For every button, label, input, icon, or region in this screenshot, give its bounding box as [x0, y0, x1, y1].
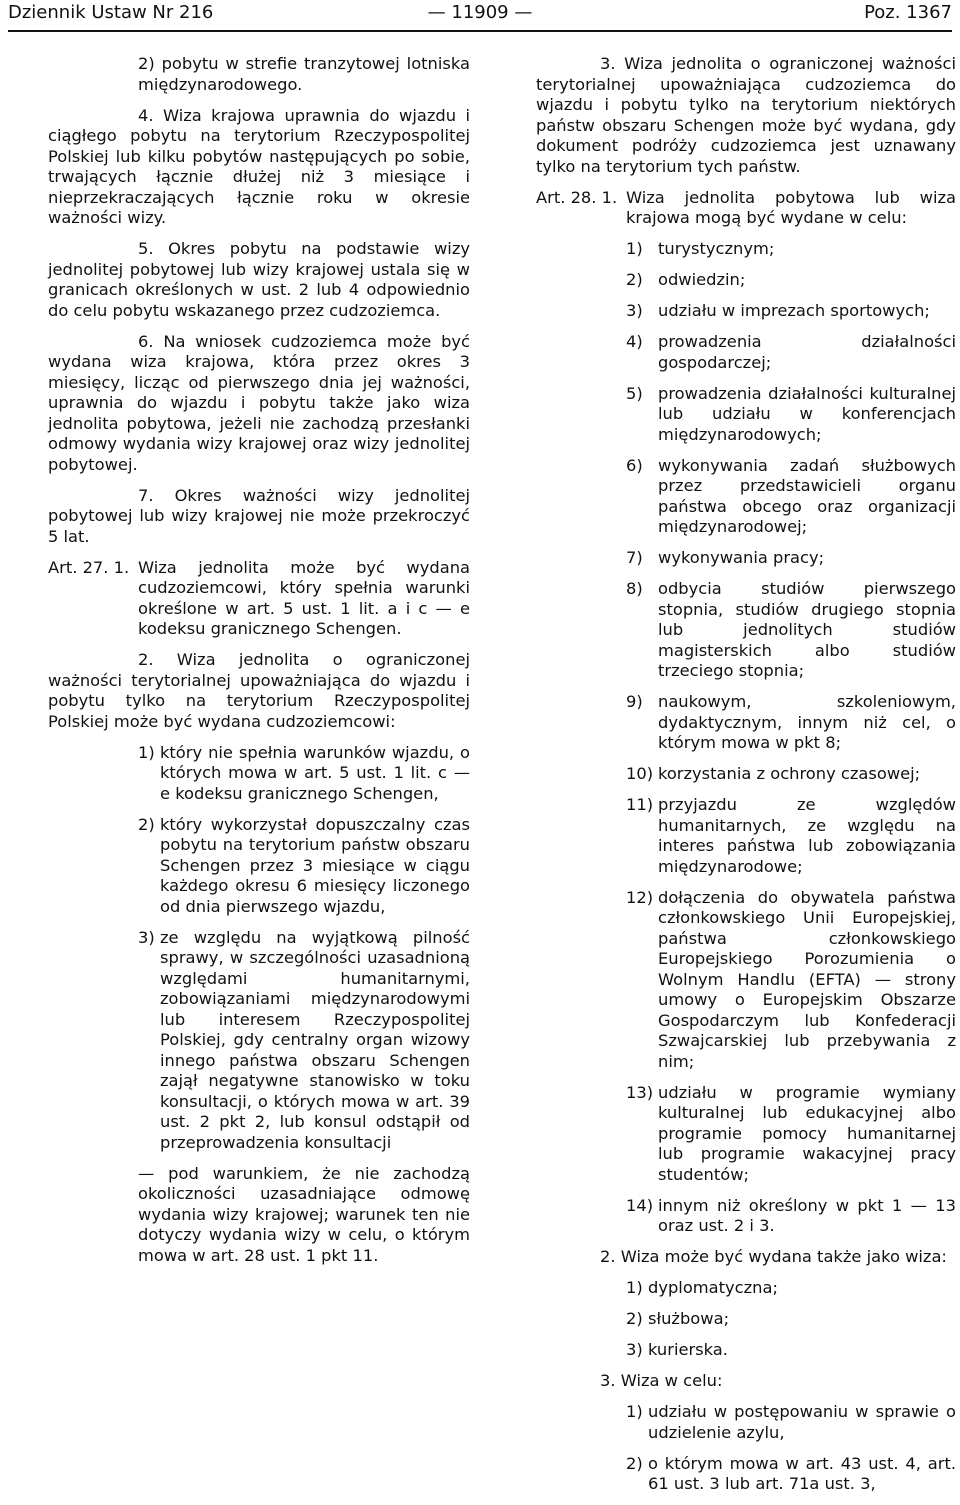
list-28-3	[536, 1402, 956, 1495]
list-item-text: prowadzenia działalności kulturalnej lub udziału w konferencjach międzynarodowych;	[658, 383, 956, 444]
paragraph-4: 4. Wiza krajowa uprawnia do wjazdu i ciągłego pobytu na terytorium Rzeczypospolitej Polskiej lub kilku pobytów następujących po sobie, trwających łącznie dłużej niż 3 miesiące i nieprzekraczających łącznie roku w okresie ważności wizy.	[48, 105, 470, 227]
paragraph-5: 5. Okres pobytu na podstawie wizy jednolitej pobytowej lub wizy krajowej ustala się w granicach określonych w ust. 2 lub 4 odpowiednio do celu pobytu wskazanego przez cudzoziemca.	[48, 239, 470, 320]
list-item	[536, 1309, 956, 1330]
header-rule	[8, 30, 952, 32]
list-item	[536, 548, 956, 569]
list-item-number: 1)	[626, 1402, 643, 1421]
list-item-text: prowadzenia działalności gospodarczej;	[658, 332, 956, 372]
list-item-number: 1)	[138, 742, 155, 762]
list-item-text: korzystania z ochrony czasowej;	[658, 764, 921, 783]
list-item	[536, 239, 956, 260]
list-item-number: 2)	[138, 814, 155, 834]
article-27-label: Art. 27. 1.	[48, 557, 130, 577]
paragraph-6: 6. Na wniosek cudzoziemca może być wydana wiza krajowa, która przez okres 3 miesięcy, licząc od pierwszego dnia jej ważności, uprawnia do wjazdu i pobytu także jako wiza jednolita pobytowa, jeżeli nie zachodzą przesłanki odmowy wydania wizy krajowej oraz wizy jednolitej pobytowej.	[48, 331, 470, 474]
list-item	[536, 888, 956, 1073]
list-item-text: o którym mowa w art. 43 ust. 4, art. 61 ust. 3 lub art. 71a ust. 3,	[648, 1453, 956, 1493]
list-item-text: służbowa;	[648, 1309, 730, 1328]
list-item-number: 1)	[626, 1278, 643, 1297]
list-item-text: udziału w imprezach sportowych;	[658, 301, 930, 320]
transit-zone-item: 2) pobytu w strefie tranzytowej lotniska międzynarodowego.	[138, 54, 470, 94]
list-item-text: turystycznym;	[658, 239, 775, 258]
list-item	[536, 1083, 956, 1186]
list-item-number: 12)	[626, 887, 654, 907]
article-27-text: Wiza jednolita może być wydana cudzoziemcowi, który spełnia warunki określone w art. 5 ust. 1 lit. a i c — e kodeksu granicznego Schengen.	[138, 557, 470, 638]
list-item	[536, 795, 956, 877]
list-item-text: wykonywania pracy;	[658, 548, 825, 567]
position-number: Poz. 1367	[864, 2, 952, 23]
list-item-number: 13)	[626, 1082, 654, 1102]
article-27	[48, 558, 470, 640]
list-28-2	[536, 1278, 956, 1361]
list-item-number: 8)	[626, 579, 643, 598]
list-item-text: udziału w programie wymiany kulturalnej lub edukacyjnej albo programie pomocy humanitarnej lub programie wakacyjnej pracy studentów;	[658, 1082, 956, 1184]
list-item	[48, 928, 470, 1154]
list-item	[536, 456, 956, 538]
list-item-number: 3)	[138, 927, 155, 947]
paragraph-3: 3. Wiza jednolita o ograniczonej ważności terytorialnej upoważniająca cudzoziemca do wjazdu i pobytu tylko na terytorium niektórych państw obszaru Schengen może być wydana, gdy dokument podróży cudzoziemca jest uznawany tylko na terytorium tych państw.	[536, 54, 956, 176]
list-item-text: który nie spełnia warunków wjazdu, o których mowa w art. 5 ust. 1 lit. c — e kodeksu granicznego Schengen,	[160, 742, 470, 803]
list-item	[536, 1402, 956, 1443]
dash-paragraph: — pod warunkiem, że nie zachodzą okoliczności uzasadniające odmowę wydania wizy krajowej; warunek ten nie dotyczy wydania wizy w celu, o którym mowa w art. 28 ust. 1 pkt 11.	[138, 1163, 470, 1265]
paragraph-28-3: 3. Wiza w celu:	[600, 1371, 723, 1390]
list-item-text: dyplomatyczna;	[648, 1278, 778, 1297]
list-item-number: 2)	[626, 270, 643, 289]
article-28	[536, 188, 956, 229]
list-item-text: naukowym, szkoleniowym, dydaktycznym, innym niż cel, o którym mowa w pkt 8;	[658, 692, 956, 752]
left-column	[48, 54, 470, 1266]
article-28-label: Art. 28. 1.	[536, 187, 618, 207]
list-item-number: 6)	[626, 455, 643, 475]
list-item-text: przyjazdu ze względów humanitarnych, ze względu na interes państwa lub zobowiązania międzynarodowe;	[658, 795, 956, 876]
list-item	[536, 1196, 956, 1237]
list-item-number: 14)	[626, 1195, 654, 1215]
list-28	[536, 239, 956, 1237]
list-item-text: ze względu na wyjątkową pilność sprawy, w szczególności uzasadnioną względami humanitarnymi, zobowiązaniami międzynarodowymi lub interesem Rzeczypospolitej Polskiej, gdy centralny organ wizowy innego państwa obszaru Schengen zajął negatywne stanowisko w toku konsultacji, o których mowa w art. 39 ust. 2 pkt 2, lub konsul odstąpił od przeprowadzenia konsultacji	[160, 927, 470, 1152]
list-item-number: 7)	[626, 548, 643, 567]
list-item	[536, 764, 956, 785]
paragraph-28-2: 2. Wiza może być wydana także jako wiza:	[600, 1247, 947, 1266]
list-item	[48, 743, 470, 805]
list-item-text: kurierska.	[648, 1340, 728, 1359]
list-item-text: dołączenia do obywatela państwa członkowskiego Unii Europejskiej, państwa członkowskiego Europejskiego Porozumienia o Wolnym Handlu (EFTA) — strony umowy o Europejskim Obszarze Gospodarczym lub Konfederacji Szwajcarskiej lub przebywania z nim;	[658, 887, 956, 1071]
page-header	[8, 0, 952, 32]
list-item	[536, 1340, 956, 1361]
list-item	[48, 815, 470, 918]
list-item	[536, 270, 956, 291]
list-27	[48, 743, 470, 1154]
list-item-number: 11)	[626, 795, 654, 814]
list-item-number: 1)	[626, 239, 643, 258]
list-item-number: 2)	[626, 1453, 643, 1473]
list-item-text: wykonywania zadań służbowych przez przedstawicieli organu państwa obcego oraz organizacji międzynarodowej;	[658, 455, 956, 536]
list-item	[536, 692, 956, 754]
list-item	[48, 54, 470, 95]
list-item-text: odwiedzin;	[658, 270, 746, 289]
list-item-number: 5)	[626, 383, 643, 403]
right-column	[536, 54, 956, 1505]
list-item	[536, 1278, 956, 1299]
list-item-number: 3)	[626, 1340, 643, 1359]
list-item-number: 4)	[626, 332, 643, 351]
list-item-text: odbycia studiów pierwszego stopnia, studiów drugiego stopnia lub jednolitych studiów magisterskich albo studiów trzeciego stopnia;	[658, 579, 956, 680]
paragraph-7: 7. Okres ważności wizy jednolitej pobytowej lub wizy krajowej nie może przekroczyć 5 lat.	[48, 485, 470, 546]
list-item	[536, 384, 956, 446]
list-item-number: 10)	[626, 764, 654, 783]
list-item-number: 2)	[626, 1309, 643, 1328]
list-item-text: który wykorzystał dopuszczalny czas pobytu na terytorium państw obszaru Schengen przez 3 miesiące w ciągu każdego okresu 6 miesięcy liczonego od dnia pierwszego wjazdu,	[160, 814, 470, 916]
list-item	[536, 579, 956, 682]
page-number: — 11909 —	[427, 2, 533, 23]
list-item-number: 9)	[626, 692, 643, 711]
list-item	[536, 301, 956, 322]
list-item-text: innym niż określony w pkt 1 — 13 oraz ust. 2 i 3.	[658, 1195, 956, 1235]
journal-title: Dziennik Ustaw Nr 216	[8, 2, 214, 23]
article-28-text: Wiza jednolita pobytowa lub wiza krajowa mogą być wydane w celu:	[626, 187, 956, 227]
paragraph-27-2: 2. Wiza jednolita o ograniczonej ważności terytorialnej upoważniająca do wjazdu i pobytu tylko na terytorium Rzeczypospolitej Polskiej może być wydana cudzoziemcowi:	[48, 650, 470, 731]
list-item	[536, 332, 956, 373]
list-item-text: udziału w postępowaniu w sprawie o udzielenie azylu,	[648, 1402, 956, 1442]
list-item	[536, 1454, 956, 1495]
list-item-number: 3)	[626, 301, 643, 320]
